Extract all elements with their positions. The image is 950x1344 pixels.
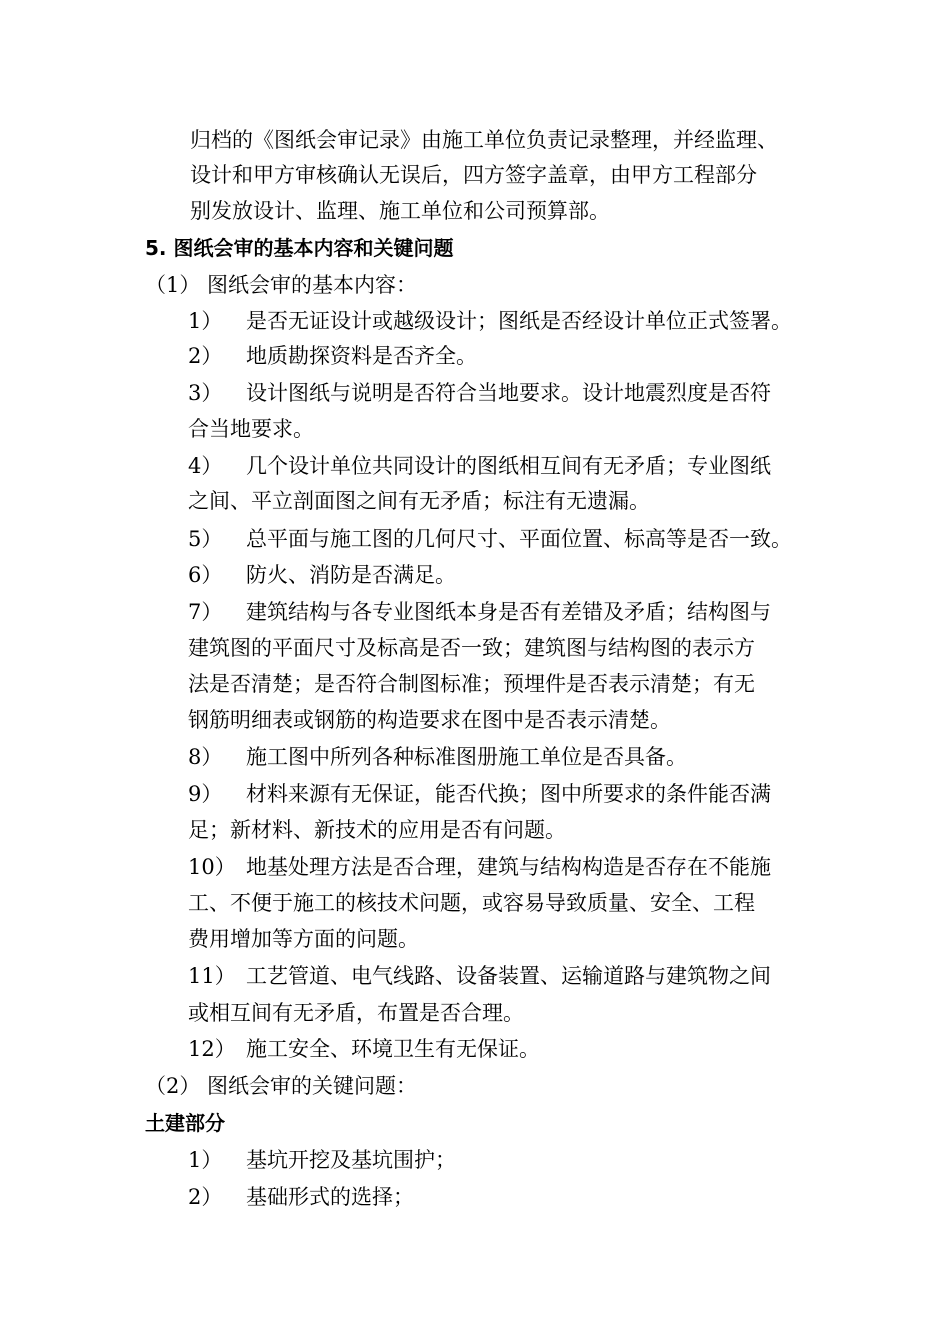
item-text: 地质勘探资料是否齐全。 xyxy=(246,344,477,368)
list-item-4 xyxy=(188,453,771,479)
item-number: 2） xyxy=(188,344,223,368)
civil-item-2 xyxy=(188,1184,414,1210)
intro-line-1: 归档的《图纸会审记录》由施工单位负责记录整理，并经监理、 xyxy=(190,128,778,152)
list-item-7 xyxy=(188,599,771,625)
section-heading: 5. 图纸会审的基本内容和关键问题 xyxy=(145,236,454,260)
item-text: 施工安全、环境卫生有无保证。 xyxy=(246,1037,540,1061)
item-text: 材料来源有无保证，能否代换；图中所要求的条件能否满 xyxy=(246,782,771,806)
item-number: 4） xyxy=(188,454,223,478)
item-9-continuation: 足；新材料、新技术的应用是否有问题。 xyxy=(188,818,566,842)
item-text: 施工图中所列各种标准图册施工单位是否具备。 xyxy=(246,745,687,769)
item-4-continuation: 之间、平立剖面图之间有无矛盾；标注有无遗漏。 xyxy=(188,489,650,513)
item-number: 1） xyxy=(188,309,223,333)
item-text: 基础形式的选择； xyxy=(246,1185,414,1209)
item-number: 11） xyxy=(188,964,236,988)
list-item-8 xyxy=(188,744,687,770)
item-text: 工艺管道、电气线路、设备装置、运输道路与建筑物之间 xyxy=(246,964,771,988)
intro-line-3: 别发放设计、监理、施工单位和公司预算部。 xyxy=(190,199,610,223)
item-7-continuation-2: 法是否清楚；是否符合制图标准；预埋件是否表示清楚；有无 xyxy=(188,672,755,696)
item-text: 是否无证设计或越级设计；图纸是否经设计单位正式签署。 xyxy=(246,309,792,333)
civil-item-1 xyxy=(188,1147,456,1173)
item-number: 3） xyxy=(188,381,223,405)
item-text: 防火、消防是否满足。 xyxy=(246,563,456,587)
part2-label: （2） 图纸会审的关键问题： xyxy=(145,1074,418,1098)
list-item-3 xyxy=(188,380,771,406)
item-text: 设计图纸与说明是否符合当地要求。设计地震烈度是否符 xyxy=(246,381,771,405)
item-number: 6） xyxy=(188,563,223,587)
intro-line-2: 设计和甲方审核确认无误后，四方签字盖章，由甲方工程部分 xyxy=(190,163,757,187)
item-number: 1） xyxy=(188,1148,223,1172)
list-item-2 xyxy=(188,343,477,369)
list-item-6 xyxy=(188,562,456,588)
item-number: 10） xyxy=(188,855,236,879)
item-3-continuation: 合当地要求。 xyxy=(188,417,314,441)
item-text: 几个设计单位共同设计的图纸相互间有无矛盾；专业图纸 xyxy=(246,454,771,478)
subheading-civil: 土建部分 xyxy=(145,1111,225,1135)
list-item-1 xyxy=(188,308,792,334)
item-number: 9） xyxy=(188,782,223,806)
item-number: 7） xyxy=(188,600,223,624)
item-text: 地基处理方法是否合理，建筑与结构构造是否存在不能施 xyxy=(246,855,771,879)
item-text: 总平面与施工图的几何尺寸、平面位置、标高等是否一致。 xyxy=(246,527,792,551)
list-item-5 xyxy=(188,526,792,552)
list-item-9 xyxy=(188,781,771,807)
item-11-continuation: 或相互间有无矛盾，布置是否合理。 xyxy=(188,1001,524,1025)
list-item-12 xyxy=(188,1036,540,1062)
part1-label: （1） 图纸会审的基本内容： xyxy=(145,273,418,297)
item-10-continuation-2: 费用增加等方面的问题。 xyxy=(188,927,419,951)
item-text: 建筑结构与各专业图纸本身是否有差错及矛盾；结构图与 xyxy=(246,600,771,624)
item-10-continuation-1: 工、不便于施工的核技术问题，或容易导致质量、安全、工程 xyxy=(188,891,755,915)
list-item-11 xyxy=(188,963,771,989)
item-7-continuation-1: 建筑图的平面尺寸及标高是否一致；建筑图与结构图的表示方 xyxy=(188,636,755,660)
item-text: 基坑开挖及基坑围护； xyxy=(246,1148,456,1172)
item-number: 8） xyxy=(188,745,223,769)
item-number: 2） xyxy=(188,1185,223,1209)
item-number: 5） xyxy=(188,527,223,551)
item-7-continuation-3: 钢筋明细表或钢筋的构造要求在图中是否表示清楚。 xyxy=(188,708,671,732)
list-item-10 xyxy=(188,854,771,880)
item-number: 12） xyxy=(188,1037,236,1061)
